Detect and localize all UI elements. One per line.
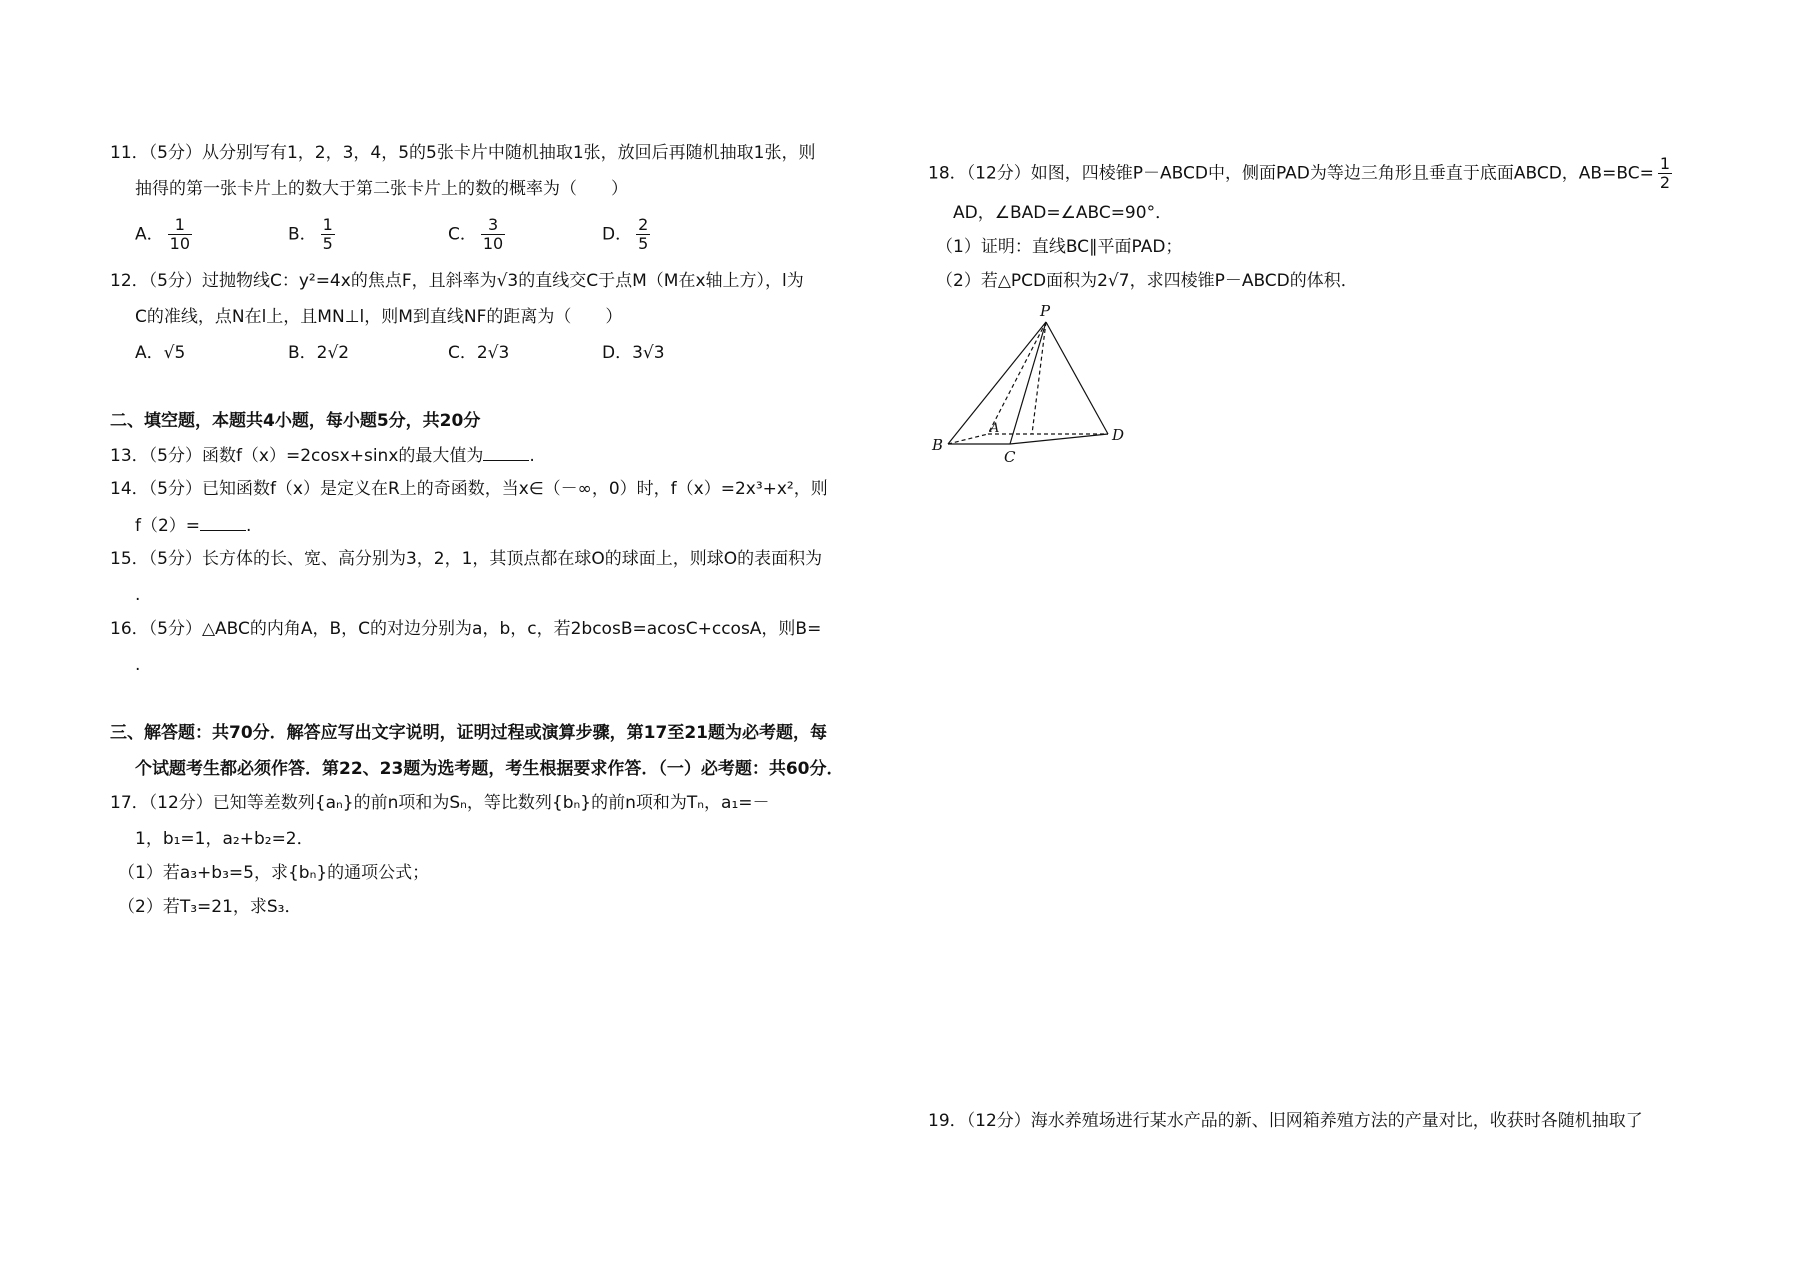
q11-line2: 抽得的第一张卡片上的数大于第二张卡片上的数的概率为（ ） bbox=[135, 179, 628, 199]
option-label: A． bbox=[135, 224, 164, 245]
q17-line2: 1，b₁=1，a₂+b₂=2． bbox=[135, 829, 314, 849]
edge-pa-hidden bbox=[988, 322, 1046, 434]
q15-line2: . bbox=[135, 585, 141, 605]
fraction: $\frac{1}{2}$ bbox=[1659, 154, 1671, 192]
section3-heading-line1: 三、解答题：共70分．解答应写出文字说明，证明过程或演算步骤，第17至21题为必考题，每 bbox=[110, 723, 827, 743]
section2-heading: 二、填空题，本题共4小题，每小题5分，共20分 bbox=[110, 411, 481, 431]
label-d: D bbox=[1112, 426, 1125, 444]
q18-part2: （2）若△PCD面积为2√7，求四棱锥P－ABCD的体积． bbox=[936, 271, 1358, 291]
q13: 13．（5分）函数f（x）=2cosx+sinx的最大值为 . bbox=[110, 446, 535, 466]
label-p: P bbox=[1040, 302, 1051, 320]
fraction: $\frac{3}{10}$ bbox=[482, 215, 504, 253]
q18-line1: 18．（12分）如图，四棱锥P－ABCD中，侧面PAD为等边三角形且垂直于底面ABCD，AB=BC= $\frac{1}{2}$ bbox=[928, 154, 1671, 192]
q12-option-d: D．3√3 bbox=[602, 343, 665, 363]
q12-line1: 12．（5分）过抛物线C：y²=4x的焦点F，且斜率为√3的直线交C于点M（M在x轴上方），l为 bbox=[110, 271, 804, 291]
option-label: C． bbox=[448, 224, 477, 245]
q17-part1: （1）若a₃+b₃=5，求{bₙ}的通项公式； bbox=[118, 863, 430, 883]
answer-blank bbox=[483, 444, 529, 461]
q12-option-c: C．2√3 bbox=[448, 343, 510, 363]
q11-option-c bbox=[448, 216, 505, 253]
edge-ba-hidden bbox=[948, 434, 988, 444]
q18-part1: （1）证明：直线BC∥平面PAD； bbox=[936, 237, 1183, 257]
fraction: $\frac{2}{5}$ bbox=[638, 215, 649, 253]
height-line-hidden bbox=[1032, 322, 1046, 434]
q16-line2: . bbox=[135, 655, 141, 675]
answer-blank bbox=[200, 514, 246, 531]
q11-line1: 11．（5分）从分别写有1，2，3，4，5的5张卡片中随机抽取1张，放回后再随机抽取1张，则 bbox=[110, 143, 816, 163]
q11-option-a bbox=[135, 216, 192, 253]
q11-option-b bbox=[288, 216, 335, 253]
pyramid-figure bbox=[928, 300, 1138, 470]
q12-line2: C的准线，点N在l上，且MN⊥l，则M到直线NF的距离为（ ） bbox=[135, 307, 623, 327]
q16-line1: 16．（5分）△ABC的内角A，B，C的对边分别为a，b，c，若2bcosB=acosC+ccosA，则B= bbox=[110, 619, 822, 639]
q12-option-b: B．2√2 bbox=[288, 343, 350, 363]
label-a: A bbox=[990, 421, 1000, 436]
edge-cd bbox=[1010, 434, 1108, 444]
fraction: $\frac{1}{5}$ bbox=[322, 215, 333, 253]
q17-part2: （2）若T₃=21，求S₃． bbox=[118, 897, 302, 917]
label-b: B bbox=[932, 436, 944, 454]
q11-option-d bbox=[602, 216, 650, 253]
q12-option-a: A．√5 bbox=[135, 343, 186, 363]
q18-line2: AD，∠BAD=∠ABC=90°． bbox=[953, 203, 1173, 223]
fraction: $\frac{1}{10}$ bbox=[169, 215, 190, 253]
edge-pd bbox=[1046, 322, 1108, 434]
q14-line1: 14．（5分）已知函数f（x）是定义在R上的奇函数，当x∈（－∞，0）时，f（x）=2x³+x²，则 bbox=[110, 479, 828, 499]
q17-line1: 17．（12分）已知等差数列{aₙ}的前n项和为Sₙ，等比数列{bₙ}的前n项和为Tₙ，a₁=－ bbox=[110, 793, 770, 813]
q19-line1: 19．（12分）海水养殖场进行某水产品的新、旧网箱养殖方法的产量对比，收获时各随机抽取了 bbox=[928, 1111, 1643, 1131]
section3-heading-line2: 个试题考生都必须作答．第22、23题为选考题，考生根据要求作答．（一）必考题：共60分． bbox=[135, 759, 844, 779]
option-label: D． bbox=[602, 224, 633, 245]
edge-pc bbox=[1010, 322, 1046, 444]
q14-line2: f（2）= . bbox=[135, 516, 252, 536]
q15-line1: 15．（5分）长方体的长、宽、高分别为3，2，1，其顶点都在球O的球面上，则球O的表面积为 bbox=[110, 549, 823, 569]
label-c: C bbox=[1004, 448, 1016, 466]
option-label: B． bbox=[288, 224, 317, 245]
